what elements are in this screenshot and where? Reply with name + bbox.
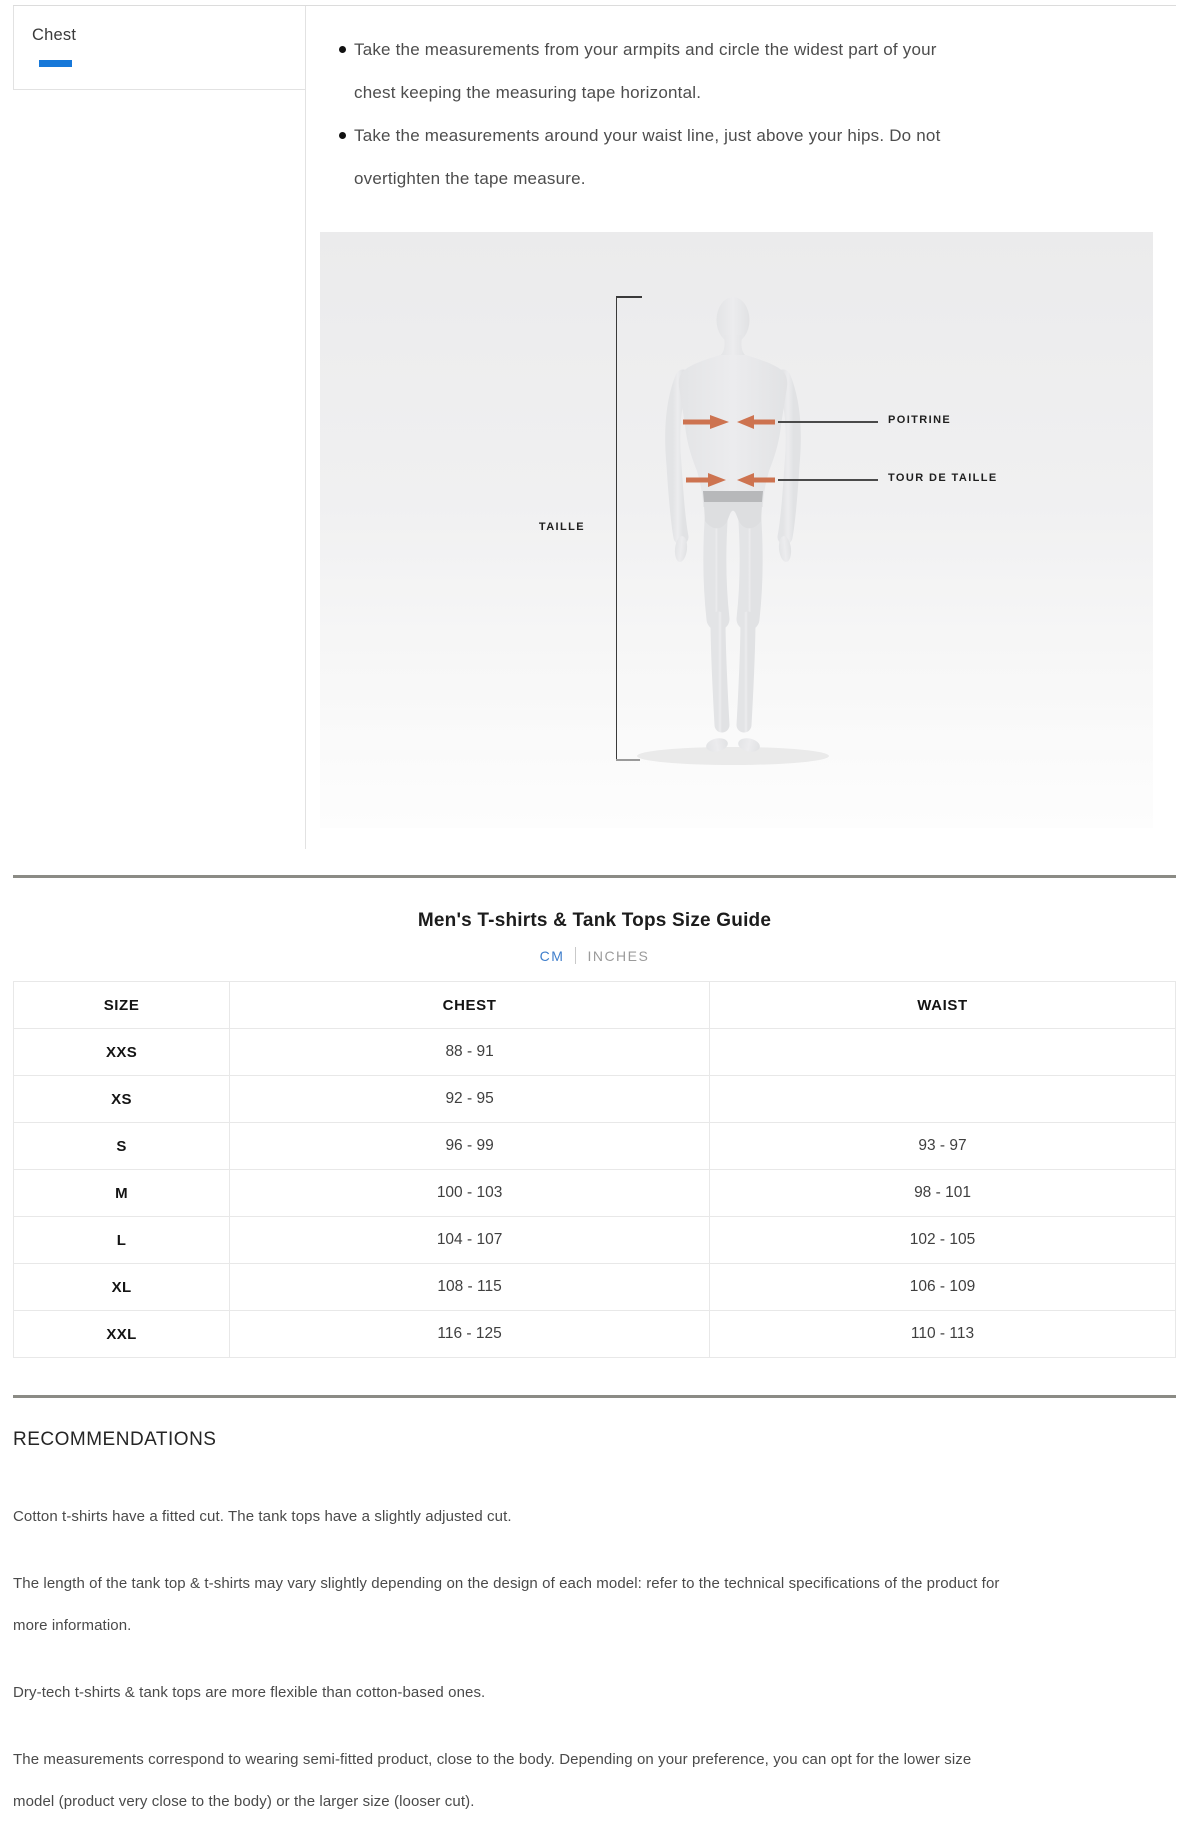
tab-chest[interactable] <box>13 6 305 90</box>
tab-column <box>13 6 306 849</box>
waist-value: 110 - 113 <box>710 1311 1176 1358</box>
size-value: XS <box>14 1076 230 1123</box>
size-value: M <box>14 1170 230 1217</box>
table-row <box>14 1170 1176 1217</box>
unit-toggle <box>13 947 1176 964</box>
size-value: L <box>14 1217 230 1264</box>
size-value: XXL <box>14 1311 230 1358</box>
column-header-size: SIZE <box>14 982 230 1029</box>
chest-value: 96 - 99 <box>230 1123 710 1170</box>
waist-value: 102 - 105 <box>710 1217 1176 1264</box>
table-row <box>14 1123 1176 1170</box>
size-value: XXS <box>14 1029 230 1076</box>
waist-arrow-left-icon <box>737 473 775 487</box>
instructions-column <box>306 6 1176 849</box>
recommendation-paragraph: The measurements correspond to wearing semi-fitted product, close to the body. Depending on your preference, you can opt for the lower size model (product very close to the body) or the larger size (looser cut). <box>13 1751 972 1810</box>
size-guide-page <box>0 5 1189 1823</box>
size-table <box>13 981 1176 1358</box>
measure-tick-bottom <box>616 759 640 761</box>
unit-inches-button[interactable]: INCHES <box>587 947 650 964</box>
recommendation-paragraph: Dry-tech t-shirts & tank tops are more flexible than cotton-based ones. <box>13 1684 486 1701</box>
waist-value: 106 - 109 <box>710 1264 1176 1311</box>
chest-label: POITRINE <box>888 414 952 426</box>
table-row <box>14 1311 1176 1358</box>
waist-arrow-right-icon <box>686 473 726 487</box>
page-title: Men's T-shirts & Tank Tops Size Guide <box>417 910 772 931</box>
recommendation-paragraph: Cotton t-shirts have a fitted cut. The tank tops have a slightly adjusted cut. <box>13 1508 512 1525</box>
list-item: Take the measurements from your armpits and circle the widest part of your chest keeping the measuring tape horizontal. <box>339 28 954 114</box>
waist-value: 98 - 101 <box>710 1170 1176 1217</box>
tab-chest-label: Chest <box>32 26 77 44</box>
size-value: S <box>14 1123 230 1170</box>
column-header-waist: WAIST <box>710 982 1176 1029</box>
recommendation-paragraph: The length of the tank top & t-shirts may vary slightly depending on the design of each model: refer to the technical specifications of the product for more information. <box>13 1575 1000 1634</box>
body-measurement-diagram <box>320 232 1153 828</box>
recommendations-heading: RECOMMENDATIONS <box>13 1429 217 1450</box>
section-divider <box>13 875 1176 878</box>
chest-value: 92 - 95 <box>230 1076 710 1123</box>
waist-value <box>710 1076 1176 1123</box>
size-value: XL <box>14 1264 230 1311</box>
height-label: TAILLE <box>538 521 585 533</box>
tab-active-underline <box>39 60 72 67</box>
chest-arrow-left-icon <box>737 415 775 429</box>
table-row <box>14 1029 1176 1076</box>
chest-value: 116 - 125 <box>230 1311 710 1358</box>
unit-separator <box>575 947 576 964</box>
recommendations-text <box>13 1496 1176 1823</box>
measurement-section <box>13 5 1176 849</box>
unit-cm-button[interactable]: CM <box>539 947 565 964</box>
table-header-row <box>14 982 1176 1029</box>
table-row <box>14 1076 1176 1123</box>
mannequin-figure <box>633 293 833 773</box>
chest-arrow-right-icon <box>683 415 729 429</box>
chest-value: 88 - 91 <box>230 1029 710 1076</box>
waist-value <box>710 1029 1176 1076</box>
table-row <box>14 1264 1176 1311</box>
list-item: Take the measurements around your waist line, just above your hips. Do not overtighten the tape measure. <box>339 114 954 200</box>
column-header-chest: CHEST <box>230 982 710 1029</box>
waist-label: TOUR DE TAILLE <box>888 472 998 484</box>
chest-value: 100 - 103 <box>230 1170 710 1217</box>
chest-value: 108 - 115 <box>230 1264 710 1311</box>
table-row <box>14 1217 1176 1264</box>
waist-value: 93 - 97 <box>710 1123 1176 1170</box>
instructions-list <box>306 28 1176 200</box>
section-divider <box>13 1395 1176 1398</box>
chest-value: 104 - 107 <box>230 1217 710 1264</box>
height-measure-line <box>616 297 617 760</box>
measure-tick-top <box>616 296 642 298</box>
chest-pointer-line <box>778 421 878 423</box>
waist-pointer-line <box>778 479 878 481</box>
